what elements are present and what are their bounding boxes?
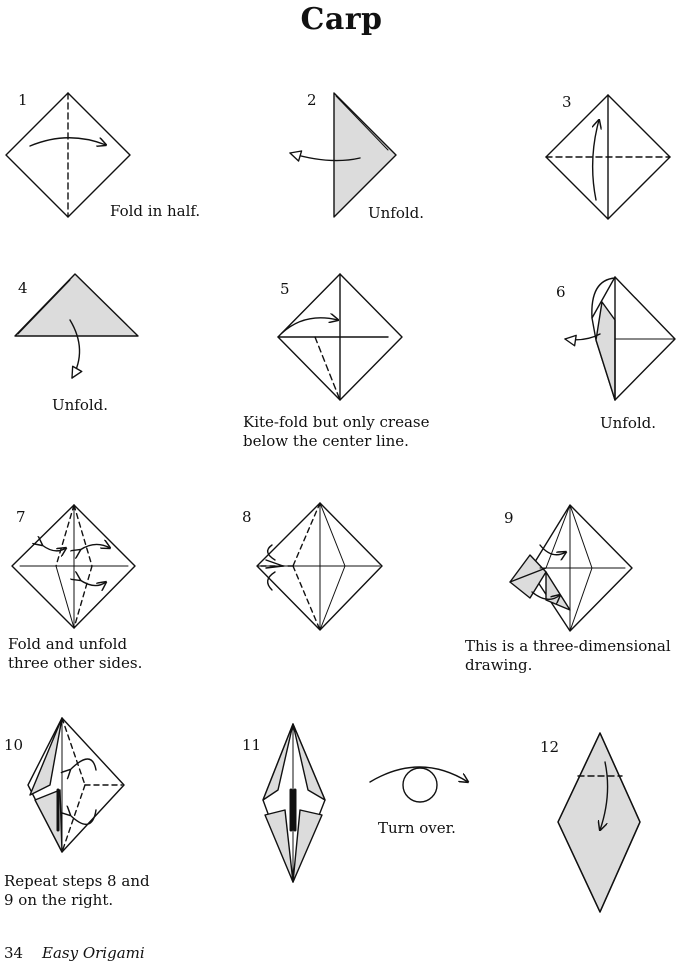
step-10-caption: Repeat steps 8 and 9 on the right. [4, 872, 150, 909]
step-7-diagram [12, 505, 135, 628]
step-4-number: 4 [18, 279, 28, 297]
step-6-diagram [565, 277, 675, 400]
step-8-diagram [257, 503, 382, 630]
step-1-diagram [6, 93, 130, 217]
step-2-diagram [290, 93, 396, 217]
step-4-caption: Unfold. [52, 396, 109, 414]
step-9-number: 9 [504, 509, 514, 527]
step-1-number: 1 [18, 91, 28, 109]
step-10-diagram [28, 718, 124, 852]
step-11-number: 11 [242, 736, 262, 754]
step-1-caption: Fold in half. [110, 202, 201, 220]
step-2-number: 2 [307, 91, 317, 109]
step-6-number: 6 [556, 283, 566, 301]
step-12-number: 12 [540, 738, 560, 756]
footer-book-title: Easy Origami [42, 944, 145, 962]
step-4-diagram [15, 274, 138, 378]
step-5-number: 5 [280, 280, 290, 298]
step-11-caption: Turn over. [378, 819, 456, 837]
step-3-diagram [546, 95, 670, 219]
step-9-diagram [510, 505, 632, 631]
step-3-number: 3 [562, 93, 572, 111]
turn-over-icon [370, 767, 468, 802]
step-2-caption: Unfold. [368, 204, 425, 222]
step-6-caption: Unfold. [600, 414, 657, 432]
step-7-number: 7 [16, 508, 26, 526]
footer-page-number: 34 [4, 944, 24, 962]
step-10-number: 10 [4, 736, 24, 754]
step-12-diagram [558, 733, 640, 912]
step-7-caption: Fold and unfold three other sides. [8, 635, 143, 672]
page-title: Carp [300, 2, 383, 37]
step-5-diagram [278, 274, 402, 400]
step-5-caption: Kite-fold but only crease below the center line. [243, 413, 430, 450]
step-8-number: 8 [242, 508, 252, 526]
step-11-diagram [263, 724, 325, 882]
step-9-caption: This is a three-dimensional drawing. [465, 637, 671, 674]
